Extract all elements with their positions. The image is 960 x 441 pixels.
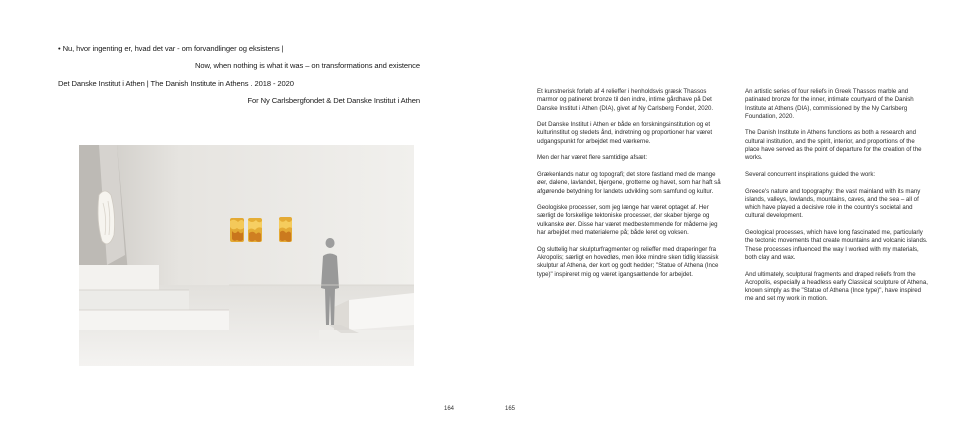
english-paragraph-3: Several concurrent inspirations guided the work: (745, 170, 876, 178)
architectural-model-photo (79, 145, 414, 366)
english-paragraph-6: And ultimately, sculptural fragments and draped reliefs from the Acropolis, especially a headless early Classical sculpture of Athena, known simply as the "Statue of Athena (Ince type)", have inspired me and set my work in motion. (745, 270, 928, 303)
danish-paragraph-1: Et kunstnerisk forløb af 4 relieffer i henholdsvis græsk Thassos marmor og patineret bronze til den indre, intime gårdhave på Det Danske Institut i Athen (DIA), givet af Ny Carlsberg Fondet, 2020. (537, 88, 714, 112)
danish-text-column (537, 88, 722, 287)
relief-2 (248, 218, 262, 242)
title-english: Now, when nothing is what it was – on transformations and existence (194, 61, 420, 70)
danish-paragraph-6: Og sluttelig har skulpturfragmenter og relieffer med draperinger fra Akropolis; særligt en hovedløs, men ikke mindre sken tidlig klassisk skulptur af Athena, der kort og godt hedder; "Statue of Athena (Ince type)" inspireret mig og været igangsættende for arbejdet. (537, 245, 719, 278)
relief-1 (230, 218, 244, 242)
page-number-left: 164 (444, 406, 455, 412)
danish-paragraph-5: Geologiske processer, som jeg længe har været optaget af. Her særligt de forskellige tektoniske processer, der skaber bjerge og vulkanske øer. Disse har været medbestemmende for måderne jeg har arbejdet med materialerne på; både leret og voksen. (537, 204, 718, 237)
danish-paragraph-4: Grækenlands natur og topografi; det store fastland med de mange øer, dalene, lavlandet, bjergene, grotterne og havet, som har haft så afgørende betydning for landets udvikling som samfund og kultur. (537, 170, 721, 195)
danish-paragraph-2: Det Danske Institut i Athen er både en forskningsinstitution og et kulturinstitut og stedets ånd, indretning og proportioner har været udgangspunkt for arbejdet med værkerne. (537, 121, 713, 145)
english-paragraph-4: Greece's nature and topography: the vast mainland with its many islands, valleys, lowlands, mountains, caves, and the sea – all of which have played a decisive role in the country's societal and cultural development. (745, 187, 921, 220)
title-danish: • Nu, hvor ingenting er, hvad det var - om forvandlinger og eksistens | (58, 44, 284, 53)
danish-paragraph-3: Men der har været flere samtidige afsæt: (537, 154, 648, 162)
commission-line: For Ny Carlsbergfondet & Det Danske Institut i Athen (247, 96, 420, 105)
english-paragraph-1: An artistic series of four reliefs in Greek Thassos marble and patinated bronze for the inner, intimate courtyard of the Danish Institute at Athens (DIA), commissioned by the Ny Carlsberg Foundation, 2020. (745, 88, 914, 120)
english-paragraph-5: Geological processes, which have long fascinated me, particularly the tectonic movements that create mountains and volcanic islands. These processes influenced the way I worked with my materials, both clay and wax. (745, 229, 928, 261)
institution-line: Det Danske Institut i Athen | The Danish Institute in Athens . 2018 - 2020 (58, 79, 294, 88)
english-text-column (745, 88, 930, 312)
page-number-right: 165 (505, 406, 516, 412)
model-draped-sculpture (98, 191, 115, 244)
english-paragraph-2: The Danish Institute in Athens functions as both a research and cultural institution, and the spirit, interior, and proportions of the place have served as the point of departure for the creation of the works. (745, 129, 922, 162)
relief-3 (279, 217, 292, 242)
